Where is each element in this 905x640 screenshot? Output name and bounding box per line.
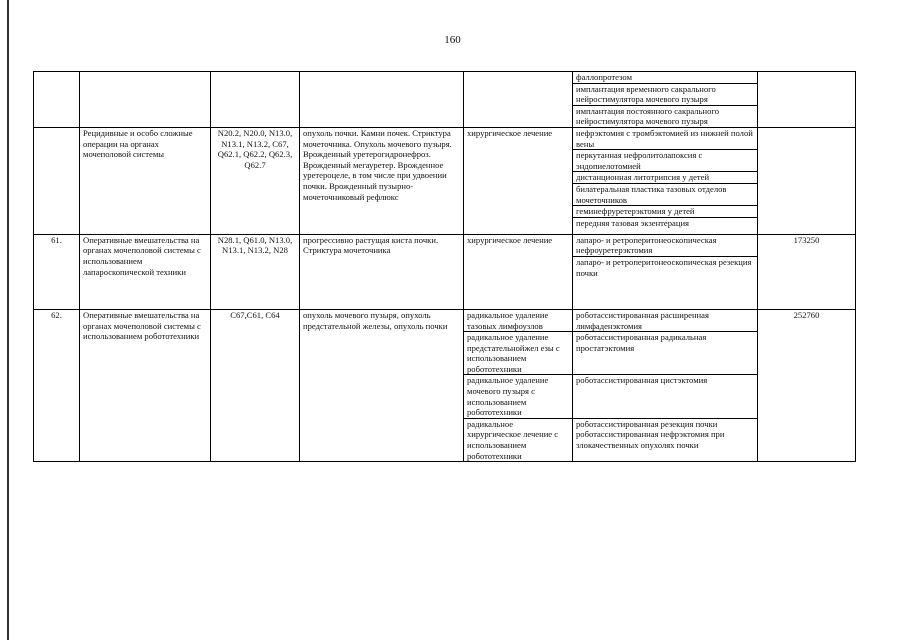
price-cell: 173250 [758,234,856,309]
number-cell: 61. [34,234,80,309]
method-cell: имплантация временного сакрального нейростимулятора мочевого пузыря [573,83,758,105]
method-cell: лапаро- и ретроперитонеоскопическая нефроуретерэктомия [573,234,758,256]
method-cell: геминефруретерэктомия у детей [573,206,758,218]
page-number: 160 [444,34,461,46]
model-cell [300,72,464,128]
codes-cell [211,72,300,128]
table-row [34,127,856,149]
name-cell: Рецидивные и особо сложные операции на органах мочеполовой системы [80,127,211,234]
method-cell: передняя тазовая экзентерация [573,217,758,234]
treatment-cell [464,72,573,128]
table-row [34,72,856,84]
name-cell: Оперативные вмешательства на органах мочеполовой системы с использованием робототехники [80,309,211,461]
method-cell: имплантация постоянного сакрального нейростимулятора мочевого пузыря [573,105,758,127]
method-cell: дистанционная литотрипсия у детей [573,172,758,184]
method-cell: роботассистированная цистэктомия [573,375,758,418]
method-cell: роботассистированная резекция почки роботассистированная нефрэктомия при злокачественных опухолях почки [573,418,758,461]
treatment-cell: хирургическое лечение [464,127,573,234]
table-row [34,234,856,256]
treatment-cell: радикальное хирургическое лечение с использованием робототехники [464,418,573,461]
services-table [33,71,856,462]
method-cell: лапаро- и ретроперитонеоскопическая резекция почки [573,256,758,309]
treatment-cell: хирургическое лечение [464,234,573,309]
number-cell: 62. [34,309,80,461]
model-cell: опухоль почки. Камни почек. Стриктура мочеточника. Опухоль мочевого пузыря. Врожденный уретерогидронефроз. Врожденный мегауретер. Врожденное уретероцеле, в том числе при удвоении почки. Врожденный пузырно-мочеточниковый рефлюкс [300,127,464,234]
codes-cell: N28.1, Q61.0, N13.0, N13.1, N13.2, N28 [211,234,300,309]
scan-edge-line [7,0,9,640]
method-cell: перкутанная нефролитолапоксия с эндопиелотомией [573,150,758,172]
price-cell [758,127,856,234]
price-cell: 252760 [758,309,856,461]
table-row [34,309,856,331]
name-cell [80,72,211,128]
model-cell: прогрессивно растущая киста почки. Стриктура мочеточника [300,234,464,309]
codes-cell: N20.2, N20.0, N13.0, N13.1, N13.2, C67, Q62.1, Q62.2, Q62.3, Q62.7 [211,127,300,234]
treatment-cell: радикальное удаление мочевого пузыря с использованием робототехники [464,375,573,418]
method-cell: роботассистированная радикальная простатэктомия [573,332,758,375]
method-cell: нефрэктомия с тромбэктомией из нижней полой вены [573,127,758,149]
number-cell [34,127,80,234]
treatment-cell: радикальное удаление тазовых лимфоузлов [464,309,573,331]
model-cell: опухоль мочевого пузыря, опухоль предстательной железы, опухоль почки [300,309,464,461]
method-cell: билатеральная пластика тазовых отделов мочеточников [573,183,758,205]
treatment-cell: радикальное удаление предстательнойжел езы с использованием робототехники [464,332,573,375]
method-cell: роботассистированная расширенная лимфаденэктомия [573,309,758,331]
price-cell [758,72,856,128]
number-cell [34,72,80,128]
name-cell: Оперативные вмешательства на органах мочеполовой системы с использованием лапароскопической техники [80,234,211,309]
codes-cell: C67,C61, C64 [211,309,300,461]
method-cell: фаллопротезом [573,72,758,84]
